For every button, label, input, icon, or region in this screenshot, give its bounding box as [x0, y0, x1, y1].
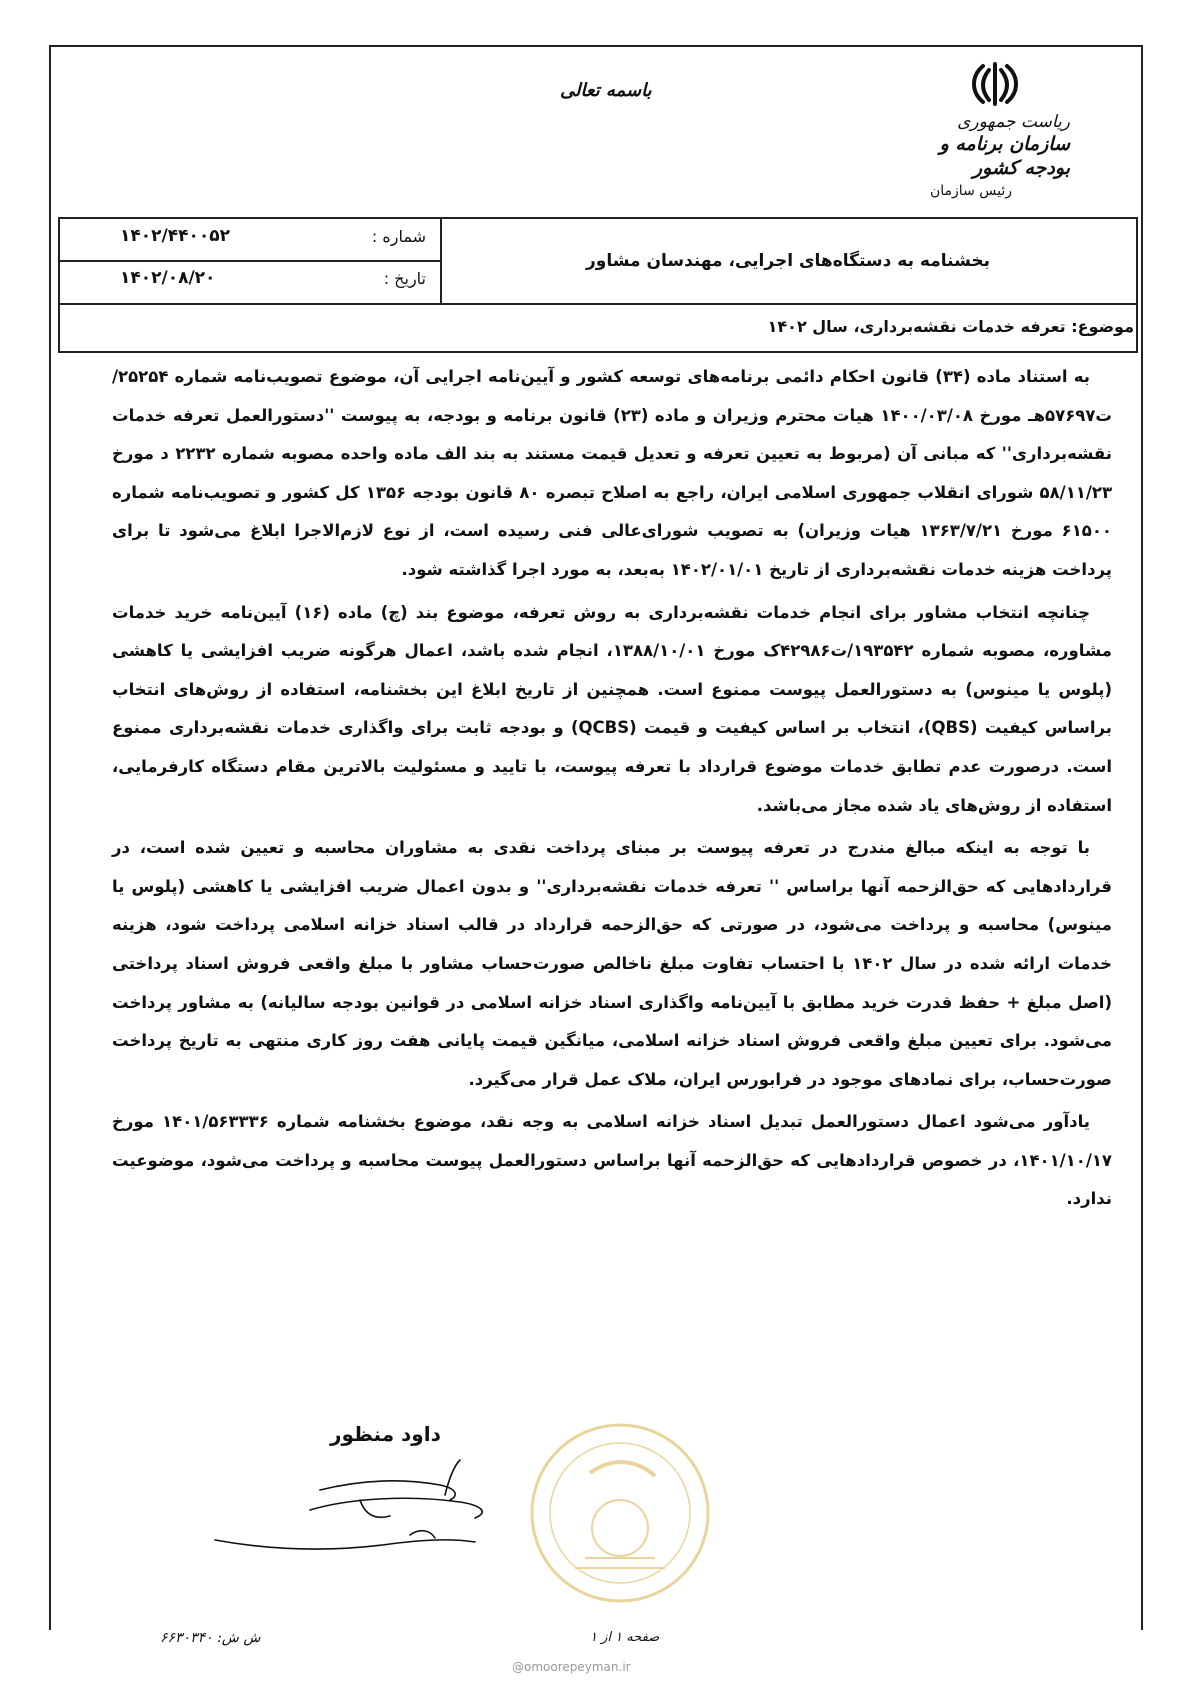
basmala: باسمه تعالی	[560, 80, 652, 101]
date-value: ۱۴۰۲/۰۸/۲۰	[120, 268, 216, 288]
paragraph-1: به استناد ماده (۳۴) قانون احکام دائمی برنامه‌های توسعه کشور و آیین‌نامه اجرایی آن، موضوع تصویب‌نامه شماره ۲۵۲۵۴/ت۵۷۶۹۷هـ مورخ ۱۴۰۰/۰۳/۰۸ هیات محترم وزیران و ماده (۲۳) قانون برنامه و بودجه، به پیوست ''دستورالعمل تعرفه خدمات نقشه‌برداری'' که مبانی آن (مربوط به تعیین تعرفه و تعدیل قیمت مستند به بند الف ماده واحده مصوبه شماره ۲۲۳۲ د مورخ ۵۸/۱۱/۲۳ شورای انقلاب جمهوری اسلامی ایران، راجع به اصلاح تبصره ۸۰ قانون بودجه ۱۳۵۶ کل کشور و تصویب‌نامه شماره ۶۱۵۰۰ مورخ ۱۳۶۳/۷/۲۱ هیات وزیران) به تصویب شورای‌عالی فنی رسیده است، از نوع لازم‌الاجرا ابلاغ می‌شود تا برای پرداخت هزینه خدمات نقشه‌برداری از تاریخ ۱۴۰۲/۰۱/۰۱ به‌بعد، به مورد اجرا گذاشته شود.	[112, 367, 1113, 579]
org-name: سازمان برنامه و بودجه کشور	[939, 133, 1070, 179]
recipients: بخشنامه به دستگاه‌های اجرایی، مهندسان مشاور	[585, 251, 990, 271]
iran-emblem-icon	[965, 58, 1025, 108]
page-number: صفحه ۱ از ۱	[590, 1630, 660, 1645]
org-presidency: ریاست جمهوری	[957, 112, 1070, 132]
official-stamp-icon	[525, 1418, 715, 1608]
letter-info-table	[58, 217, 1138, 353]
paragraph-4: یادآور می‌شود اعمال دستورالعمل تبدیل اسناد خزانه اسلامی به وجه نقد، موضوع بخشنامه شماره ۱۴۰۱/۵۶۳۳۳۶ مورخ ۱۴۰۱/۱۰/۱۷، در خصوص قراردادهایی که حق‌الزحمه آنها براساس دستورالعمل پیوست محاسبه و پرداخت می‌شود، موضوعیت ندارد.	[112, 1112, 1112, 1209]
org-head-title: رئیس سازمان	[930, 183, 1012, 199]
organization-header	[900, 112, 1070, 202]
number-value: ۱۴۰۲/۴۴۰۰۵۲	[120, 226, 230, 246]
number-row	[60, 219, 440, 262]
registry-number: ش ش: ۶۶۳۰۳۴۰	[160, 1630, 261, 1646]
letter-body	[112, 358, 1112, 1223]
signer-name: داود منظور	[330, 1422, 441, 1446]
handwritten-signature	[210, 1440, 510, 1570]
paragraph-2: چنانچه انتخاب مشاور برای انجام خدمات نقشه‌برداری به روش تعرفه، موضوع بند (چ) ماده (۱۶) آیین‌نامه خرید خدمات مشاوره، مصوبه شماره ۱۹۳۵۴۲/ت۴۲۹۸۶ک مورخ ۱۳۸۸/۱۰/۰۱، انجام شده باشد، اعمال هرگونه ضریب افزایشی یا کاهشی (پلوس یا مینوس) به دستورالعمل پیوست ممنوع است. همچنین از تاریخ ابلاغ این بخشنامه، استفاده از روش‌های انتخاب براساس کیفیت (QBS)، انتخاب بر اساس کیفیت و قیمت (QCBS) و بودجه ثابت برای واگذاری خدمات نقشه‌برداری ممنوع است. درصورت عدم تطابق خدمات موضوع قرارداد با تعرفه پیوست، با تایید و مسئولیت بالاترین مقام دستگاه کارفرمایی، استفاده از روش‌های یاد شده مجاز می‌باشد.	[112, 602, 1112, 815]
number-label: شماره :	[371, 227, 426, 246]
date-label: تاریخ :	[383, 269, 426, 288]
subject: موضوع: تعرفه خدمات نقشه‌برداری، سال ۱۴۰۲	[767, 317, 1134, 336]
subject-row	[60, 303, 1136, 353]
watermark: @omoorepeyman.ir	[512, 1660, 631, 1674]
paragraph-3: با توجه به اینکه مبالغ مندرج در تعرفه پیوست بر مبنای پرداخت نقدی به مشاوران محاسبه و تعیین شده است، در قراردادهایی که حق‌الزحمه آنها براساس '' تعرفه خدمات نقشه‌برداری'' و بدون اعمال ضریب افزایشی یا کاهشی (پلوس یا مینوس) محاسبه و پرداخت می‌شود، در صورتی که حق‌الزحمه قرارداد در قالب اسناد خزانه اسلامی پرداخت شود، هزینه خدمات ارائه شده در سال ۱۴۰۲ با احتساب تفاوت مبلغ ناخالص صورت‌حساب مشاور با مبلغ واقعی فروش اسناد پرداختی (اصل مبلغ + حفظ قدرت خرید مطابق با آیین‌نامه واگذاری اسناد خزانه اسلامی در قوانین بودجه سالیانه) به مشاور پرداخت می‌شود. برای تعیین مبلغ واقعی فروش اسناد خزانه اسلامی، میانگین قیمت پایانی هفت روز کاری منتهی به تاریخ پرداخت صورت‌حساب، برای نمادهای موجود در فرابورس ایران، ملاک عمل قرار می‌گیرد.	[112, 838, 1112, 1089]
date-row	[60, 261, 440, 302]
number-date-cell	[60, 219, 442, 303]
